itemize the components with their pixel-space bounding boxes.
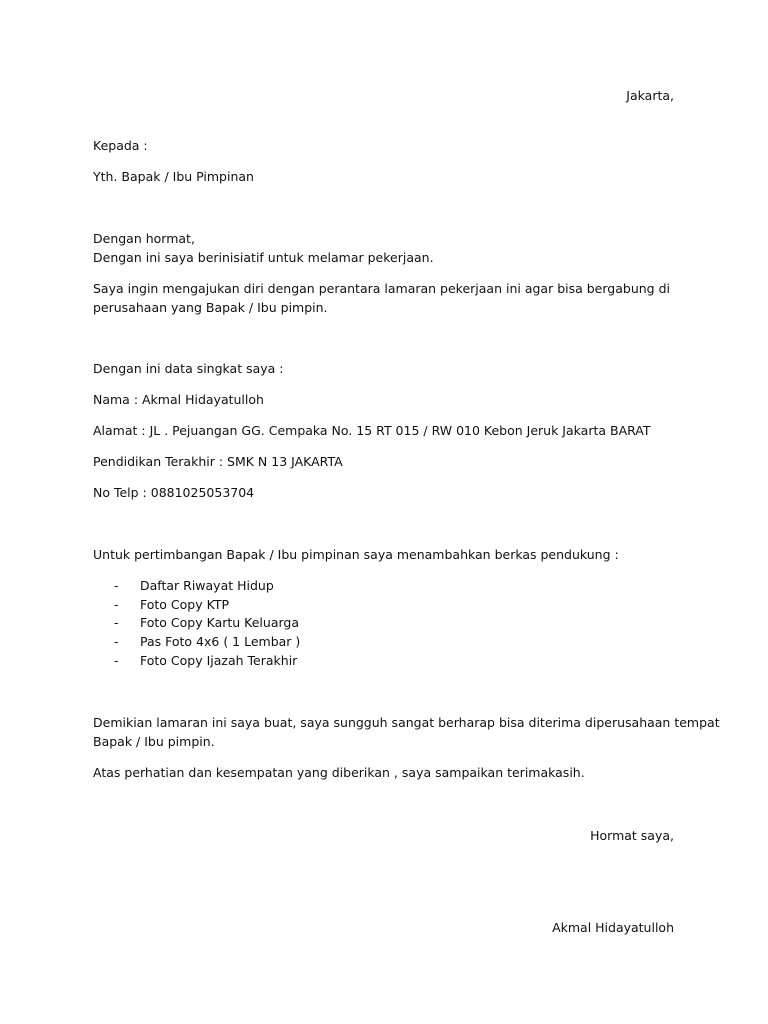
- signature-name: Akmal Hidayatulloh: [552, 920, 674, 935]
- list-item: Daftar Riwayat Hidup: [140, 578, 274, 593]
- list-item: Pas Foto 4x6 ( 1 Lembar ): [140, 634, 301, 649]
- list-bullet: -: [114, 597, 119, 612]
- list-bullet: -: [114, 615, 119, 630]
- recipient: Yth. Bapak / Ibu Pimpinan: [93, 169, 254, 184]
- greeting: Dengan hormat,: [93, 231, 195, 246]
- purpose-line-2: perusahaan yang Bapak / Ibu pimpin.: [93, 300, 328, 315]
- purpose-line-1: Saya ingin mengajukan diri dengan perantara lamaran pekerjaan ini agar bisa bergabung di: [93, 281, 670, 296]
- place-date: Jakarta,: [626, 88, 674, 103]
- list-item: Foto Copy Ijazah Terakhir: [140, 653, 298, 668]
- list-bullet: -: [114, 578, 119, 593]
- list-bullet: -: [114, 653, 119, 668]
- closing-line-1: Demikian lamaran ini saya buat, saya sungguh sangat berharap bisa diterima diperusahaan tempat: [93, 715, 720, 730]
- intro-sentence: Dengan ini saya berinisiatif untuk melamar pekerjaan.: [93, 250, 434, 265]
- list-item: Foto Copy KTP: [140, 597, 229, 612]
- thanks-sentence: Atas perhatian dan kesempatan yang diberikan , saya sampaikan terimakasih.: [93, 765, 585, 780]
- closing-line-2: Bapak / Ibu pimpin.: [93, 734, 215, 749]
- applicant-address: Alamat : JL . Pejuangan GG. Cempaka No. 15 RT 015 / RW 010 Kebon Jeruk Jakarta BARAT: [93, 423, 651, 438]
- to-label: Kepada :: [93, 138, 148, 153]
- attachments-intro: Untuk pertimbangan Bapak / Ibu pimpinan saya menambahkan berkas pendukung :: [93, 547, 619, 562]
- applicant-education: Pendidikan Terakhir : SMK N 13 JAKARTA: [93, 454, 343, 469]
- regards: Hormat saya,: [590, 828, 674, 843]
- data-intro: Dengan ini data singkat saya :: [93, 361, 284, 376]
- list-bullet: -: [114, 634, 119, 649]
- applicant-phone: No Telp : 0881025053704: [93, 485, 255, 500]
- list-item: Foto Copy Kartu Keluarga: [140, 615, 300, 630]
- applicant-name: Nama : Akmal Hidayatulloh: [93, 392, 264, 407]
